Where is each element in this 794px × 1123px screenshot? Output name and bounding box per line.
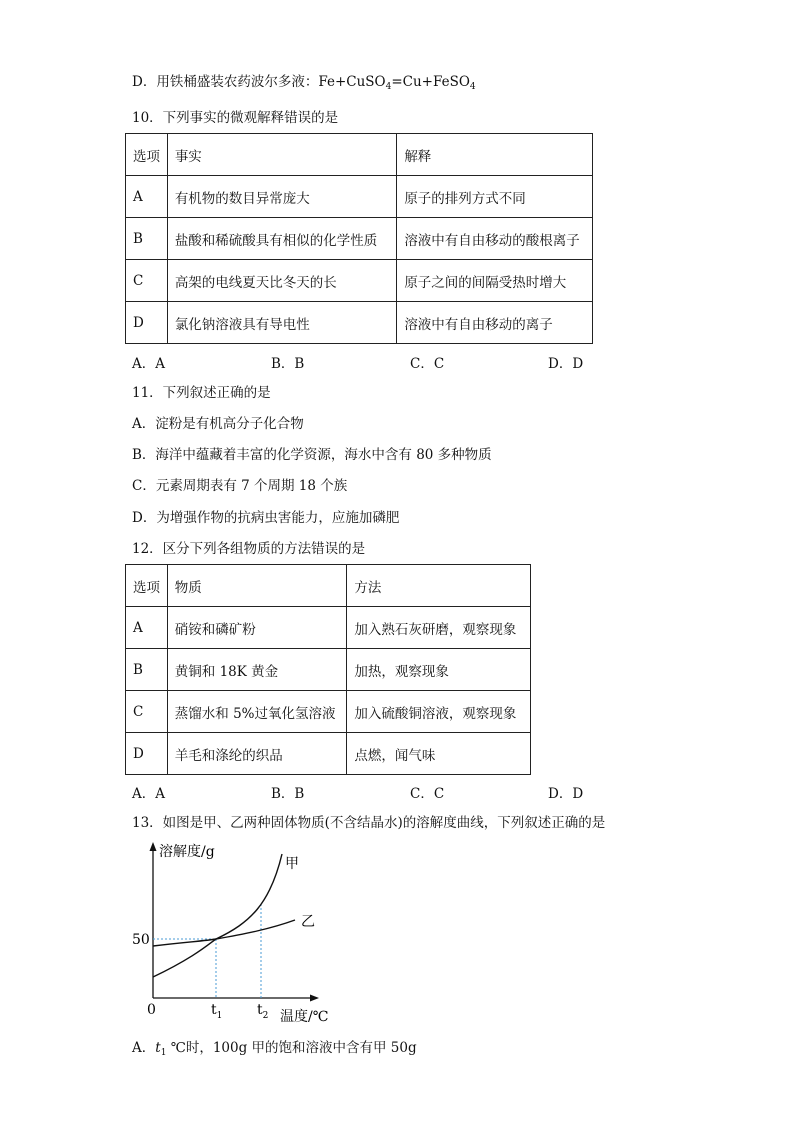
y-axis-label: 溶解度/g (159, 844, 215, 860)
table-cell: C (126, 260, 168, 302)
table-cell: 氯化钠溶液具有导电性 (167, 302, 397, 344)
table-header-row (126, 134, 593, 176)
table-row (126, 691, 531, 733)
table-row (126, 733, 531, 775)
q10-title: 10．下列事实的微观解释错误的是 (132, 110, 339, 126)
origin-label: 0 (147, 1002, 156, 1018)
table-row (126, 302, 593, 344)
table-cell: 加入熟石灰研磨，观察现象 (347, 607, 531, 649)
q13-option-a-rest: ℃时，100g 甲的饱和溶液中含有甲 50g (166, 1040, 417, 1056)
q11-option-a[interactable]: A．淀粉是有机高分子化合物 (132, 416, 304, 432)
x-tick-label-t1-sub: 1 (216, 1011, 223, 1021)
x-tick-label-t1 (211, 1002, 222, 1021)
answer-option-b[interactable]: B．B (271, 356, 305, 372)
table-row (126, 218, 593, 260)
q9-option-d (132, 73, 476, 96)
table-header-cell: 事实 (167, 134, 397, 176)
x-tick-label-t1-main: t (211, 1002, 217, 1018)
table-cell: 黄铜和 18K 黄金 (167, 649, 347, 691)
table-row (126, 260, 593, 302)
table-row (126, 607, 531, 649)
x-tick-label-t2-main: t (257, 1002, 263, 1018)
table-cell: 原子之间的间隔受热时增大 (397, 260, 593, 302)
table-cell: 硝铵和磷矿粉 (167, 607, 347, 649)
q12-table (125, 564, 531, 775)
q13-title: 13．如图是甲、乙两种固体物质(不含结晶水)的溶解度曲线，下列叙述正确的是 (132, 815, 606, 831)
table-cell: 蒸馏水和 5%过氧化氢溶液 (167, 691, 347, 733)
answer-option-d[interactable]: D．D (548, 356, 584, 372)
table-cell: 有机物的数目异常庞大 (167, 176, 397, 218)
table-cell: C (126, 691, 168, 733)
q11-option-c[interactable]: C．元素周期表有 7 个周期 18 个族 (132, 478, 348, 494)
table-header-row (126, 565, 531, 607)
table-row (126, 649, 531, 691)
table-cell: 盐酸和稀硫酸具有相似的化学性质 (167, 218, 397, 260)
y-axis-arrow (150, 842, 157, 851)
table-header-cell: 选项 (126, 134, 168, 176)
table-cell: 高架的电线夏天比冬天的长 (167, 260, 397, 302)
x-tick-label-t2-sub: 2 (262, 1011, 269, 1021)
series-yi-label: 乙 (301, 914, 315, 930)
q12-title: 12．区分下列各组物质的方法错误的是 (132, 541, 366, 557)
answer-option-c[interactable]: C．C (410, 356, 445, 372)
table-cell: B (126, 218, 168, 260)
solubility-chart (125, 838, 335, 1028)
table-cell: 加热，观察现象 (347, 649, 531, 691)
q9-option-d-sub1: 4 (385, 82, 392, 92)
q13-option-a[interactable] (132, 1039, 417, 1062)
table-cell: 溶液中有自由移动的离子 (397, 302, 593, 344)
answer-option-c[interactable]: C．C (410, 786, 445, 802)
series-jia-curve (153, 854, 282, 977)
table-cell: 原子的排列方式不同 (397, 176, 593, 218)
q9-option-d-sub2: 4 (469, 82, 476, 92)
series-jia-label: 甲 (285, 856, 299, 872)
table-cell: 溶液中有自由移动的酸根离子 (397, 218, 593, 260)
answer-option-d[interactable]: D．D (548, 786, 584, 802)
q11-option-b[interactable]: B．海洋中蕴藏着丰富的化学资源，海水中含有 80 多种物质 (132, 447, 492, 463)
x-tick-label-t2 (257, 1002, 268, 1021)
q10-table (125, 133, 593, 344)
table-cell: 羊毛和涤纶的织品 (167, 733, 347, 775)
q9-option-d-mid: =Cu+FeSO (391, 74, 470, 90)
q9-option-d-text: D．用铁桶盛装农药波尔多液：Fe+CuSO (132, 74, 386, 90)
table-header-cell: 物质 (167, 565, 347, 607)
series-yi-curve (153, 920, 295, 946)
table-header-cell: 选项 (126, 565, 168, 607)
answer-option-a[interactable]: A．A (132, 356, 165, 372)
answer-option-a[interactable]: A．A (132, 786, 165, 802)
x-axis-label: 温度/℃ (280, 1009, 329, 1025)
table-cell: 加入硫酸铜溶液，观察现象 (347, 691, 531, 733)
q13-option-a-sub: 1 (160, 1048, 167, 1058)
table-header-cell: 方法 (347, 565, 531, 607)
table-cell: A (126, 607, 168, 649)
answer-option-b[interactable]: B．B (271, 786, 305, 802)
table-cell: 点燃，闻气味 (347, 733, 531, 775)
table-cell: D (126, 302, 168, 344)
q11-option-d[interactable]: D．为增强作物的抗病虫害能力，应施加磷肥 (132, 510, 400, 526)
q11-title: 11．下列叙述正确的是 (132, 385, 271, 401)
x-axis-arrow (310, 995, 319, 1002)
q13-option-a-t: t (155, 1040, 161, 1056)
q13-option-a-prefix: A． (132, 1040, 156, 1056)
table-cell: D (126, 733, 168, 775)
y-tick-label-50: 50 (132, 932, 150, 948)
table-header-cell: 解释 (397, 134, 593, 176)
table-cell: B (126, 649, 168, 691)
table-row (126, 176, 593, 218)
table-cell: A (126, 176, 168, 218)
